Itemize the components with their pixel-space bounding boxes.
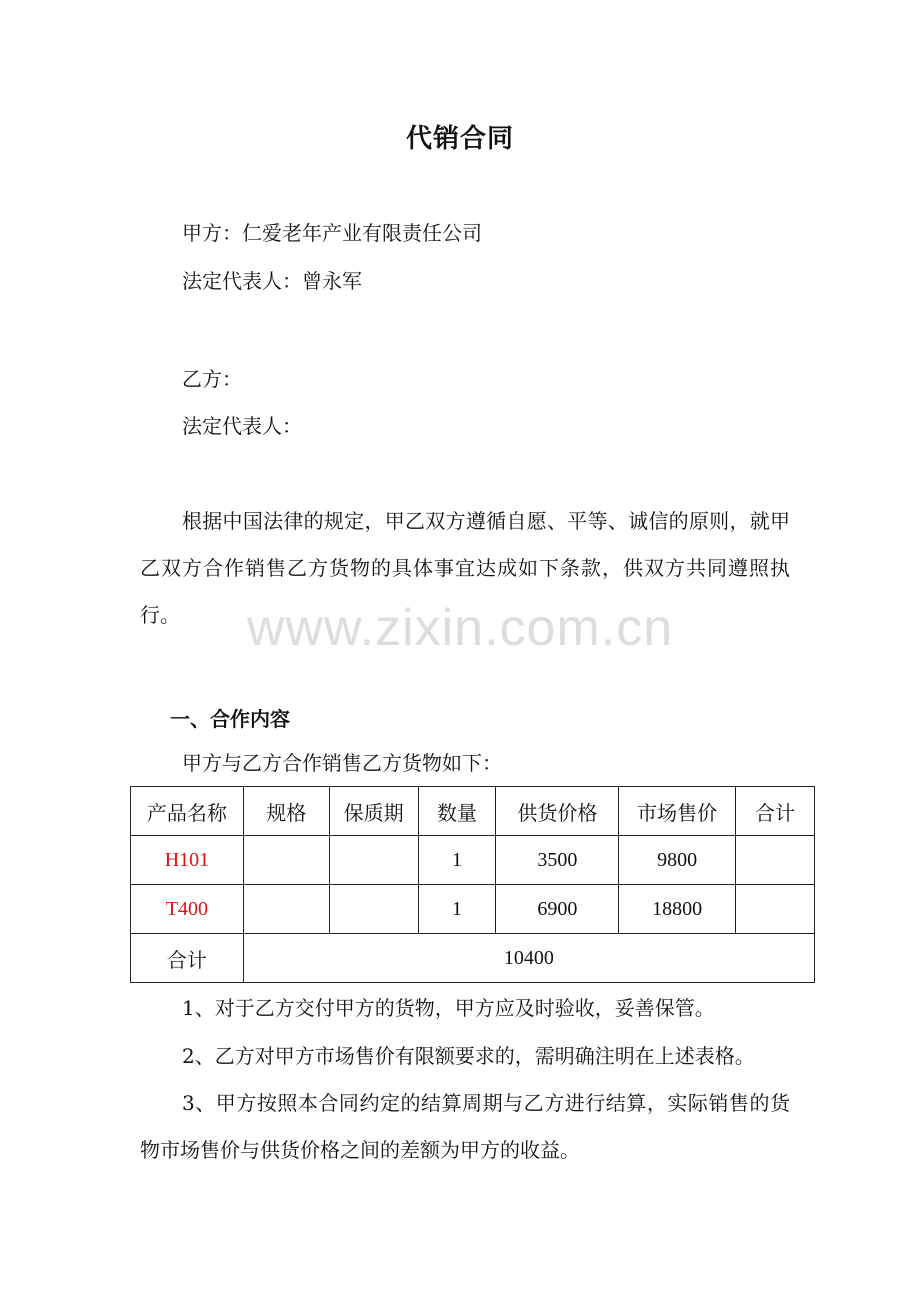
- table-total-row: [131, 934, 815, 983]
- document-title: 代销合同: [405, 124, 514, 154]
- product-code: T400: [131, 885, 244, 934]
- total-cell: [736, 836, 815, 885]
- market-price-cell: 9800: [619, 836, 736, 885]
- header-spec: 规格: [243, 787, 329, 836]
- header-product-name: 产品名称: [131, 787, 244, 836]
- clause-1: 1、对于乙方交付甲方的货物，甲方应及时验收，妥善保管。: [182, 996, 715, 1020]
- total-cell: [736, 885, 815, 934]
- quantity-cell: 1: [418, 836, 496, 885]
- header-supply-price: 供货价格: [496, 787, 619, 836]
- table-row: [131, 885, 815, 934]
- total-value: 10400: [243, 934, 814, 983]
- header-total: 合计: [736, 787, 815, 836]
- shelf-life-cell: [329, 885, 418, 934]
- section-intro: 甲方与乙方合作销售乙方货物如下：: [182, 751, 502, 775]
- section-heading-cooperation: 一、合作内容: [170, 707, 290, 731]
- clause-2: 2、乙方对甲方市场售价有限额要求的，需明确注明在上述表格。: [182, 1044, 755, 1068]
- party-a: 甲方：仁爱老年产业有限责任公司: [182, 221, 482, 245]
- supply-price-cell: 6900: [496, 885, 619, 934]
- total-label: 合计: [131, 934, 244, 983]
- watermark: www.zixin.com.cn: [246, 599, 674, 657]
- header-market-price: 市场售价: [619, 787, 736, 836]
- product-code: H101: [131, 836, 244, 885]
- intro-paragraph: 根据中国法律的规定，甲乙双方遵循自愿、平等、诚信的原则，就甲乙双方合作销售乙方货物的具体事宜达成如下条款，供双方共同遵照执行。: [140, 509, 790, 627]
- header-quantity: 数量: [418, 787, 496, 836]
- supply-price-cell: 3500: [496, 836, 619, 885]
- clause-3: 3、甲方按照本合同约定的结算周期与乙方进行结算，实际销售的货物市场售价与供货价格之间的差额为甲方的收益。: [140, 1091, 790, 1162]
- table-header-row: [131, 787, 815, 836]
- market-price-cell: 18800: [619, 885, 736, 934]
- party-a-representative: 法定代表人：曾永军: [182, 269, 362, 293]
- party-b: 乙方：: [182, 367, 242, 391]
- table-row: [131, 836, 815, 885]
- quantity-cell: 1: [418, 885, 496, 934]
- spec-cell: [243, 885, 329, 934]
- party-b-representative: 法定代表人：: [182, 414, 302, 438]
- shelf-life-cell: [329, 836, 418, 885]
- header-shelf-life: 保质期: [329, 787, 418, 836]
- spec-cell: [243, 836, 329, 885]
- goods-table: [130, 786, 815, 983]
